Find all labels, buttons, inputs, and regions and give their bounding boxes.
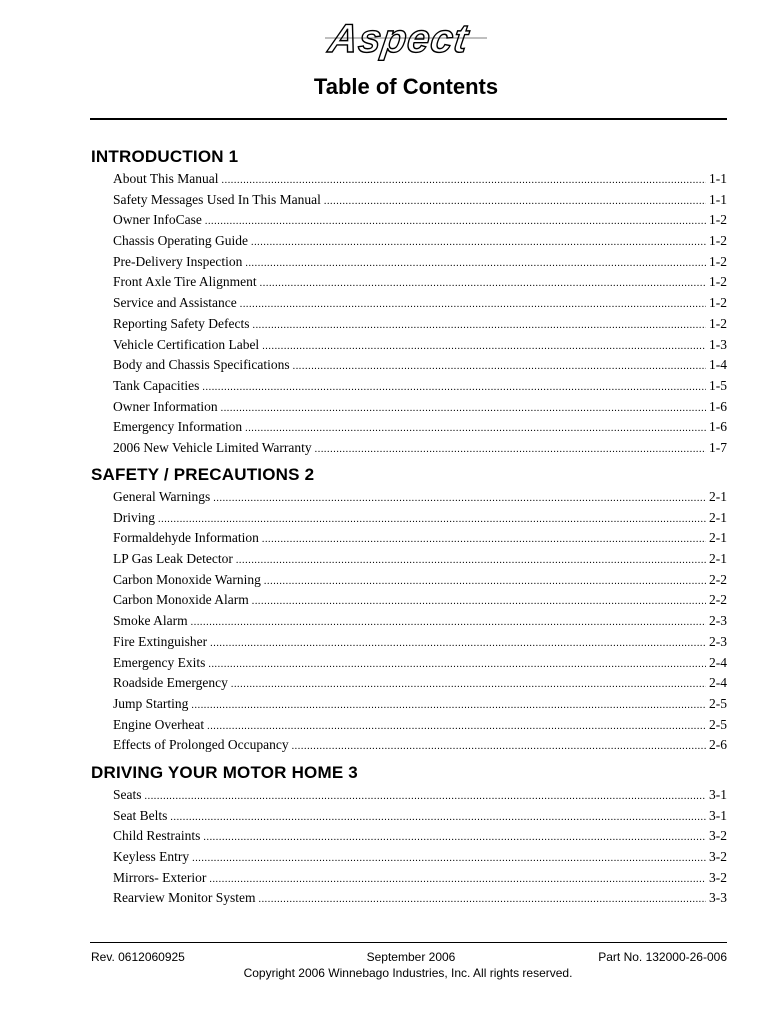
revision-number: Rev. 0612060925 <box>91 950 185 964</box>
entry-label: About This Manual <box>113 171 219 186</box>
dot-leader <box>236 551 706 572</box>
toc-entry[interactable] <box>113 826 727 847</box>
part-number: Part No. 132000-26-006 <box>598 950 727 964</box>
toc-entry[interactable] <box>113 508 727 529</box>
entry-page: 1-1 <box>709 191 727 207</box>
entry-page: 2-1 <box>709 530 727 546</box>
toc-entry[interactable] <box>113 847 727 868</box>
toc-entry[interactable] <box>113 487 727 508</box>
toc-entry[interactable] <box>113 868 727 889</box>
toc-entry[interactable] <box>113 806 727 827</box>
toc-entry[interactable] <box>113 397 727 418</box>
toc-entry[interactable] <box>113 694 727 715</box>
entry-label: 2006 New Vehicle Limited Warranty <box>113 439 312 455</box>
dot-leader <box>231 675 706 696</box>
dot-leader <box>192 849 706 870</box>
section-entries <box>113 487 727 756</box>
section-entries <box>113 785 727 909</box>
dot-leader <box>208 655 706 676</box>
toc-entry[interactable] <box>113 888 727 909</box>
toc-entry[interactable] <box>113 376 727 397</box>
toc-entry[interactable] <box>113 169 727 190</box>
entry-page: 1-5 <box>709 377 727 393</box>
logo-text: Aspect <box>326 16 472 61</box>
entry-label: Tank Capacities <box>113 377 200 393</box>
toc-entry[interactable] <box>113 715 727 736</box>
dot-leader <box>158 510 706 531</box>
entry-page: 1-2 <box>709 212 727 228</box>
entry-page: 2-5 <box>709 716 727 732</box>
entry-page: 2-5 <box>709 695 727 711</box>
dot-leader <box>251 233 706 254</box>
dot-leader <box>264 572 706 593</box>
dot-leader <box>170 808 706 829</box>
toc-section-introduction <box>91 145 731 459</box>
toc-entry[interactable] <box>113 632 727 653</box>
toc-entry[interactable] <box>113 231 727 252</box>
dot-leader <box>145 787 707 808</box>
footer-row <box>91 950 727 966</box>
publication-date: September 2006 <box>366 950 456 964</box>
dot-leader <box>245 254 706 275</box>
dot-leader <box>245 419 706 440</box>
entry-page: 1-2 <box>709 295 727 311</box>
entry-label: Chassis Operating Guide <box>113 233 248 249</box>
dot-leader <box>252 592 706 613</box>
dot-leader <box>260 274 706 295</box>
section-heading[interactable]: INTRODUCTION 1 <box>91 147 239 166</box>
toc-entry[interactable] <box>113 417 727 438</box>
dot-leader <box>222 171 707 192</box>
entry-page: 1-2 <box>709 233 727 249</box>
entry-label: Front Axle Tire Alignment <box>113 274 257 290</box>
entry-label: Carbon Monoxide Alarm <box>113 592 249 608</box>
entry-page: 2-4 <box>709 675 727 691</box>
footer-divider <box>90 942 727 943</box>
entry-label: LP Gas Leak Detector <box>113 551 233 567</box>
entry-page: 3-2 <box>709 828 727 844</box>
entry-label: Fire Extinguisher <box>113 633 208 649</box>
section-heading[interactable]: SAFETY / PRECAUTIONS 2 <box>91 465 315 484</box>
entry-page: 1-4 <box>709 357 727 373</box>
section-entries <box>113 169 727 459</box>
entry-page: 2-3 <box>709 613 727 629</box>
toc-entry[interactable] <box>113 528 727 549</box>
toc-entry[interactable] <box>113 293 727 314</box>
entry-page: 1-7 <box>709 439 727 455</box>
dot-leader <box>258 890 706 911</box>
dot-leader <box>262 337 706 358</box>
entry-label: Seats <box>113 787 142 802</box>
entry-page: 2-6 <box>709 737 727 753</box>
dot-leader <box>221 399 706 420</box>
entry-page: 1-6 <box>709 419 727 435</box>
entry-page: 1-3 <box>709 336 727 352</box>
entry-label: Owner Information <box>113 398 218 414</box>
entry-label: Seat Belts <box>113 807 168 823</box>
dot-leader <box>324 192 706 213</box>
dot-leader <box>213 489 706 510</box>
entry-label: Rearview Monitor System <box>113 890 256 906</box>
toc-entry[interactable] <box>113 252 727 273</box>
title-divider <box>90 118 727 120</box>
toc-entry[interactable] <box>113 611 727 632</box>
entry-label: Body and Chassis Specifications <box>113 357 290 373</box>
entry-page: 2-1 <box>709 489 727 504</box>
entry-label: Keyless Entry <box>113 849 190 865</box>
dot-leader <box>207 717 706 738</box>
entry-label: Emergency Exits <box>113 654 206 670</box>
entry-label: Vehicle Certification Label <box>113 336 260 352</box>
dot-leader <box>209 870 706 891</box>
dot-leader <box>293 357 706 378</box>
entry-page: 1-2 <box>709 253 727 269</box>
entry-label: Owner InfoCase <box>113 212 202 228</box>
entry-page: 3-3 <box>709 890 727 906</box>
toc-entry[interactable] <box>113 590 727 611</box>
entry-label: Jump Starting <box>113 695 189 711</box>
toc-entry[interactable] <box>113 335 727 356</box>
entry-label: Engine Overheat <box>113 716 205 732</box>
section-heading[interactable]: DRIVING YOUR MOTOR HOME 3 <box>91 763 358 782</box>
entry-page: 3-1 <box>709 807 727 823</box>
entry-page: 2-3 <box>709 633 727 649</box>
entry-page: 3-1 <box>709 787 727 802</box>
dot-leader <box>292 737 706 758</box>
toc-entry[interactable] <box>113 549 727 570</box>
dot-leader <box>203 828 706 849</box>
toc-entry[interactable] <box>113 438 727 459</box>
entry-page: 3-2 <box>709 849 727 865</box>
entry-page: 3-2 <box>709 869 727 885</box>
entry-label: Reporting Safety Defects <box>113 315 250 331</box>
toc-entry[interactable] <box>113 735 727 756</box>
toc-entry[interactable] <box>113 314 727 335</box>
entry-label: Mirrors- Exterior <box>113 869 207 885</box>
dot-leader <box>202 378 706 399</box>
dot-leader <box>240 295 706 316</box>
entry-label: Safety Messages Used In This Manual <box>113 191 321 207</box>
page-title: Table of Contents <box>313 74 499 99</box>
toc-entry[interactable] <box>113 673 727 694</box>
dot-leader <box>191 696 706 717</box>
toc-entry[interactable] <box>113 210 727 231</box>
dot-leader <box>262 530 706 551</box>
dot-leader <box>252 316 706 337</box>
dot-leader <box>205 212 706 233</box>
entry-page: 2-2 <box>709 592 727 608</box>
entry-label: Service and Assistance <box>113 295 237 311</box>
toc-entry[interactable] <box>113 355 727 376</box>
entry-page: 1-2 <box>709 274 727 290</box>
entry-label: Child Restraints <box>113 828 201 844</box>
toc-entry[interactable] <box>113 190 727 211</box>
dot-leader <box>191 613 706 634</box>
entry-label: Carbon Monoxide Warning <box>113 571 261 587</box>
entry-label: Effects of Prolonged Occupancy <box>113 737 289 753</box>
toc-section-driving <box>91 761 731 909</box>
entry-label: Driving <box>113 509 155 525</box>
entry-label: General Warnings <box>113 489 211 504</box>
entry-label: Emergency Information <box>113 419 243 435</box>
toc-entry[interactable] <box>113 272 727 293</box>
dot-leader <box>210 634 706 655</box>
entry-page: 2-1 <box>709 509 727 525</box>
entry-page: 2-4 <box>709 654 727 670</box>
entry-page: 2-1 <box>709 551 727 567</box>
aspect-logo <box>307 16 497 62</box>
toc-entry[interactable] <box>113 653 727 674</box>
entry-page: 1-1 <box>709 171 727 186</box>
entry-label: Roadside Emergency <box>113 675 228 691</box>
toc-entry[interactable] <box>113 570 727 591</box>
copyright-notice: Copyright 2006 Winnebago Industries, Inc. All rights reserved. <box>243 966 573 980</box>
toc-entry[interactable] <box>113 785 727 806</box>
entry-label: Pre-Delivery Inspection <box>113 253 243 269</box>
toc-section-safety <box>91 463 731 756</box>
dot-leader <box>315 440 706 461</box>
entry-label: Smoke Alarm <box>113 613 188 629</box>
entry-page: 1-2 <box>709 315 727 331</box>
entry-label: Formaldehyde Information <box>113 530 259 546</box>
entry-page: 1-6 <box>709 398 727 414</box>
entry-page: 2-2 <box>709 571 727 587</box>
